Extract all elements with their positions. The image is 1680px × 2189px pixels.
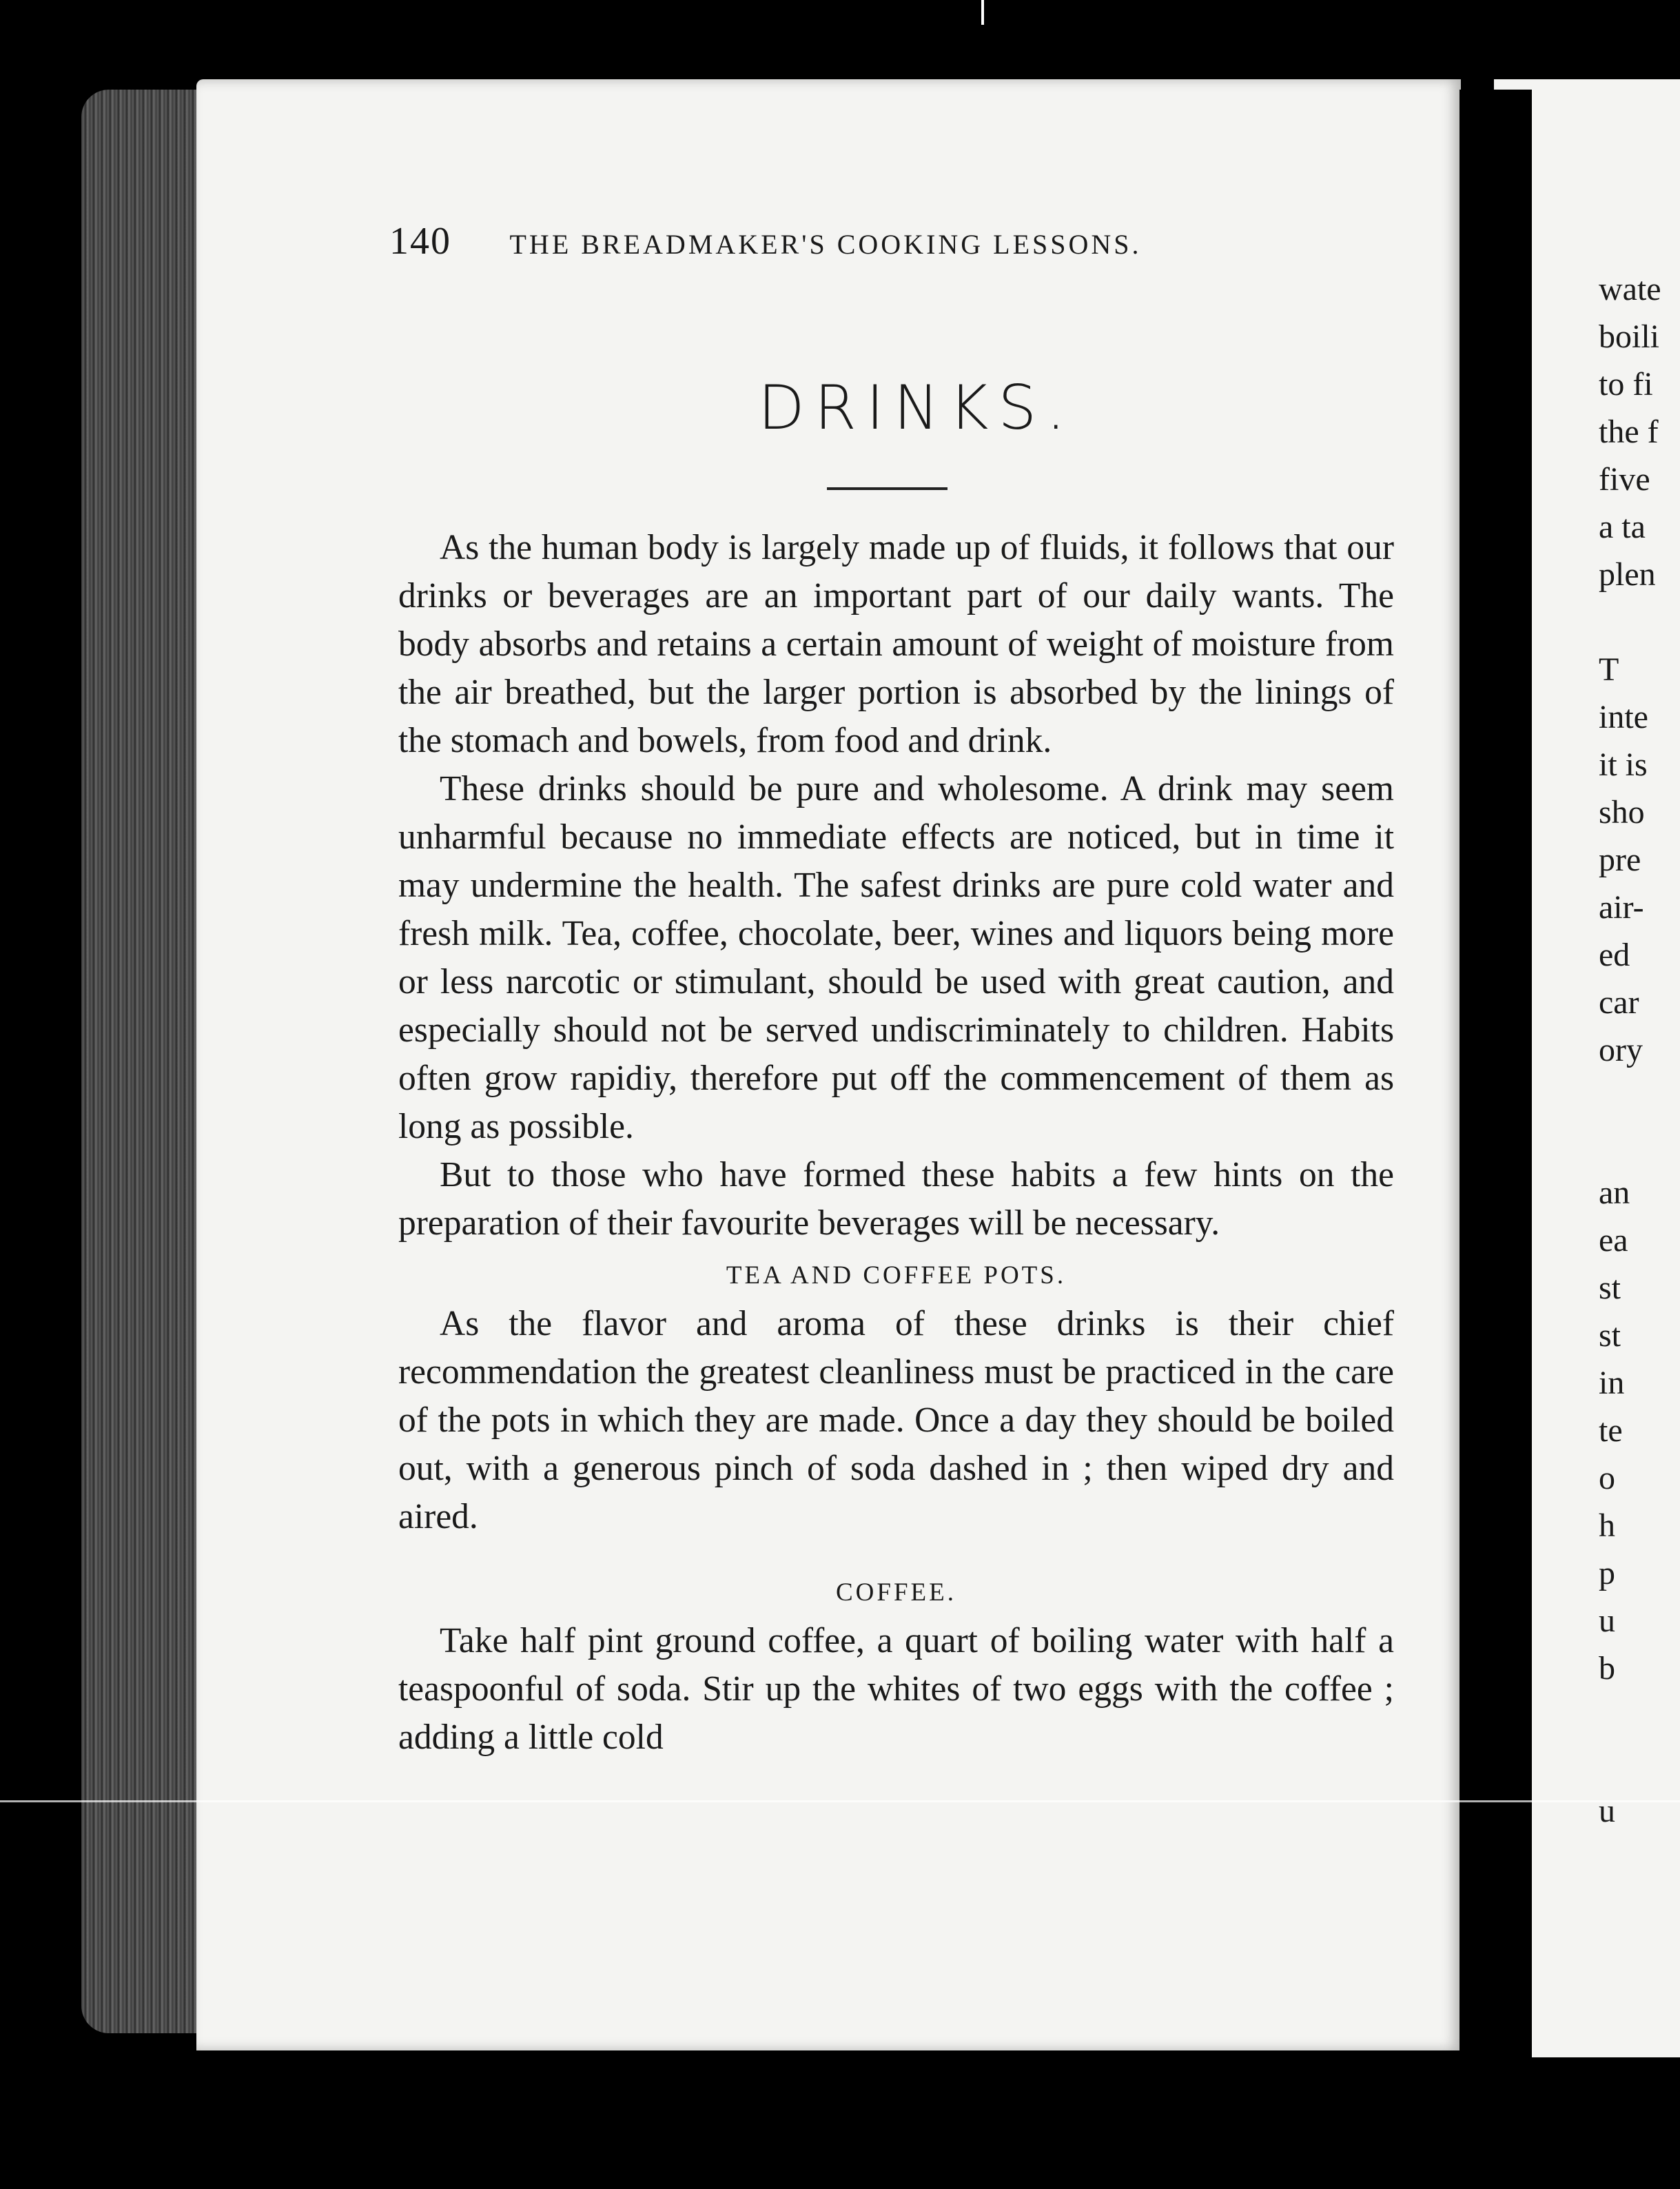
title-rule <box>827 487 947 490</box>
facing-page-fragment: to fi <box>1599 366 1653 403</box>
facing-page-fragment: T <box>1599 651 1619 688</box>
page-number: 140 <box>389 220 451 263</box>
paragraph: As the flavor and aroma of these drinks is their chief recommendation the greatest cleanliness must be practiced in the care of the pots in which they are made. Once a day they should be boiled out, with a generous pinch of soda dashed in ; then wiped dry and aired. <box>398 1304 1394 1536</box>
facing-page-fragment: ed <box>1599 937 1630 973</box>
paragraph: But to those who have formed these habits a few hints on the preparation of their favourite beverages will be necessary. <box>398 1155 1394 1243</box>
facing-page-fragment: boili <box>1599 318 1660 355</box>
facing-page-fragment: o <box>1599 1460 1615 1496</box>
facing-page-fragment: in <box>1599 1365 1625 1401</box>
facing-page-fragment: plen <box>1599 556 1656 593</box>
facing-page-fragment <box>1599 1121 1680 1169</box>
subheading-tea-coffee-pots: TEA AND COFFEE POTS. <box>726 1261 1067 1290</box>
facing-page-fragment: sho <box>1599 794 1645 831</box>
facing-page-fragment: h <box>1599 1507 1615 1544</box>
facing-page-fragment: the f <box>1599 414 1659 450</box>
facing-page-text <box>1599 265 1680 1835</box>
chapter-title: DRINKS. <box>758 372 1076 443</box>
facing-page-fragment: a ta <box>1599 509 1646 545</box>
gutter-shadow <box>1459 90 1532 2189</box>
scan-line <box>0 1800 1680 1802</box>
facing-page-fragment: u <box>1599 1602 1615 1639</box>
facing-page-fragment: st <box>1599 1270 1621 1306</box>
facing-page-fragment <box>1599 598 1680 646</box>
facing-page-fragment: p <box>1599 1555 1615 1591</box>
facing-page-fragment: te <box>1599 1412 1623 1449</box>
facing-page-fragment: u <box>1599 1793 1615 1829</box>
running-title: THE BREADMAKER'S COOKING LESSONS. <box>509 229 1142 260</box>
facing-page-fragment: air- <box>1599 889 1644 926</box>
facing-page-fragment: wate <box>1599 271 1661 307</box>
facing-page-fragment <box>1599 1692 1680 1740</box>
facing-page-fragment: pre <box>1599 842 1641 878</box>
facing-page-fragment: it is <box>1599 746 1648 783</box>
running-head <box>389 219 1354 263</box>
facing-page-fragment: car <box>1599 984 1639 1021</box>
facing-page-fragment: st <box>1599 1317 1621 1354</box>
paragraph: Take half pint ground coffee, a quart of boiling water with half a teaspoonful of soda. Stir up the whites of two eggs with the coffee ; adding a little cold <box>398 1621 1394 1757</box>
facing-page-fragment: five <box>1599 461 1650 498</box>
facing-page-fragment: ea <box>1599 1222 1628 1259</box>
facing-page-fragment: ory <box>1599 1032 1643 1068</box>
subheading-coffee: COFFEE. <box>835 1578 956 1607</box>
paragraph: These drinks should be pure and wholesome. A drink may seem unharmful because no immediate effects are noticed, but in time it may undermine the health. The safest drinks are pure cold water and fresh milk. Tea, coffee, chocolate, beer, wines and liquors being more or less narcotic or stimulant, should be used with great caution, and especially should not be served undiscriminately to children. Habits often grow rapidiy, therefore put off the commencement of them as long as possible. <box>398 769 1394 1146</box>
facing-page-fragment: an <box>1599 1174 1630 1211</box>
body-text <box>398 524 1394 1762</box>
scan-scratch <box>981 0 984 25</box>
facing-page-fragment: inte <box>1599 699 1648 735</box>
facing-page-fragment <box>1599 1740 1680 1787</box>
facing-page-fragment <box>1599 1074 1680 1121</box>
paragraph: As the human body is largely made up of fluids, it follows that our drinks or beverages are an important part of our daily wants. The body absorbs and retains a certain amount of weight of moisture from the air breathed, but the larger portion is absorbed by the linings of the stomach and bowels, from food and drink. <box>398 528 1394 760</box>
facing-page-fragment: b <box>1599 1650 1615 1687</box>
